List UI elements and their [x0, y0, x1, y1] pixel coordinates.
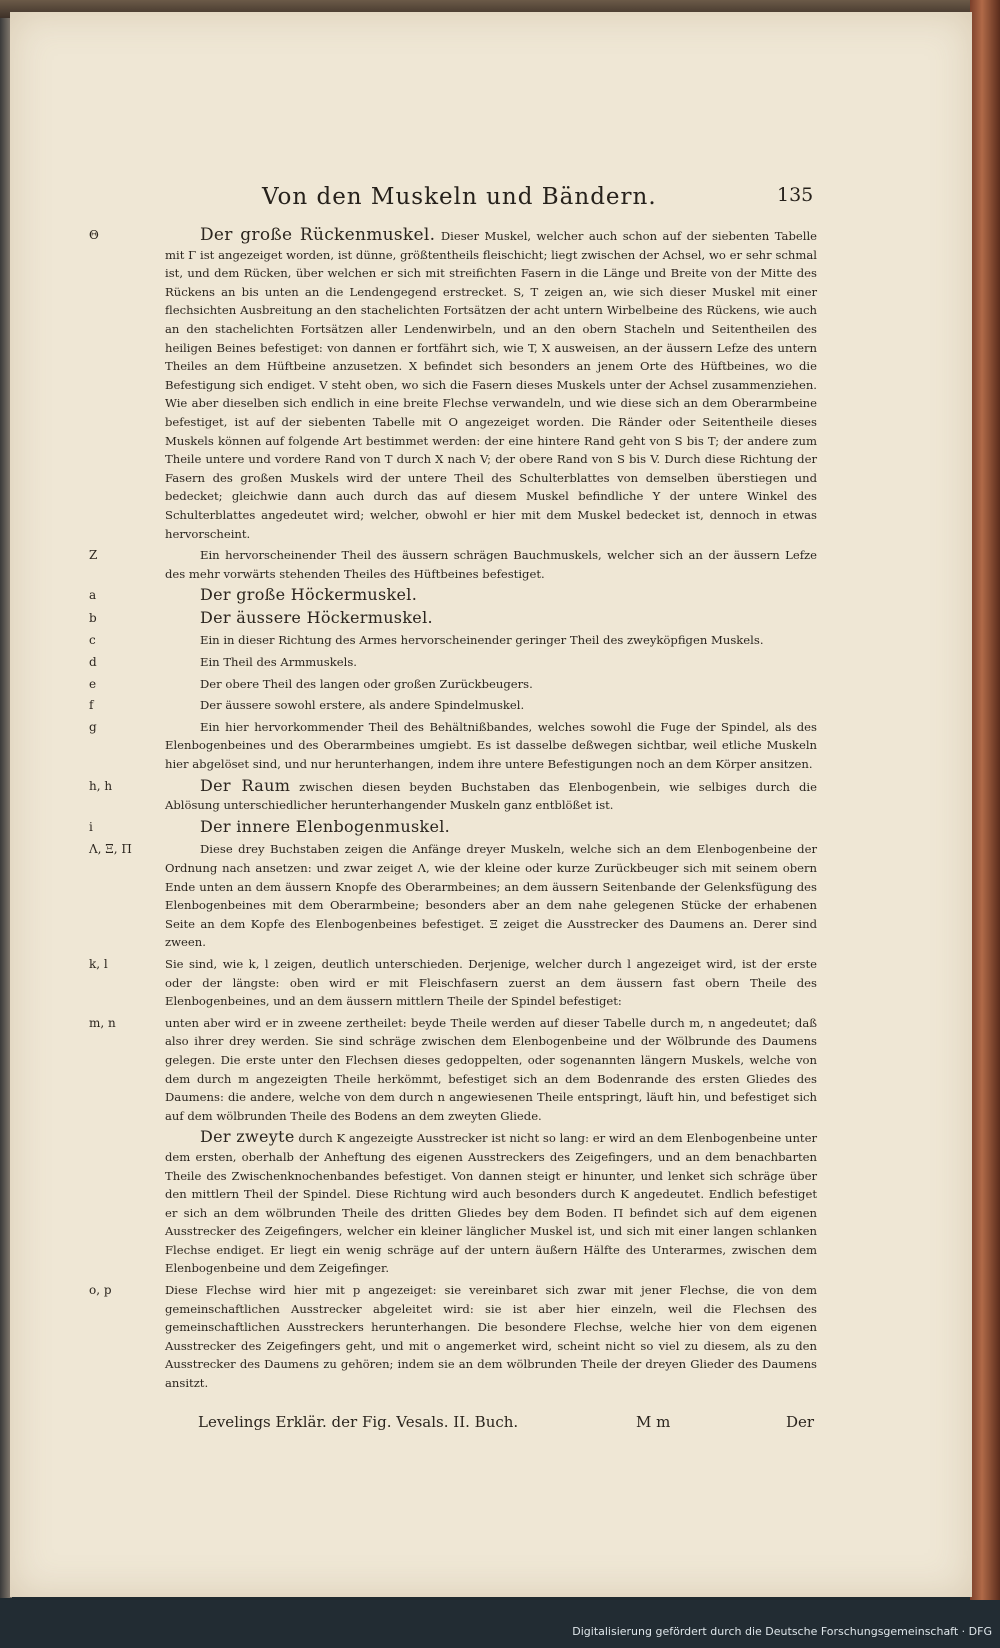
entry-a: [89, 585, 817, 606]
entry-heading: Der äussere Höckermuskel.: [200, 607, 433, 627]
entry-text: Sie sind, wie k, l zeigen, deutlich unterschieden. Derjenige, welcher durch l angezeiget wird, ist der erste oder der längste: oben wird er mit Fleischfasern zuerst an dem äussern fast obern Theile des Elenbogenbeines, und an dem äussern mittlern Theile der Spindel befestiget:: [165, 956, 817, 1009]
margin-letter: e: [89, 676, 97, 691]
entry-theta: [89, 225, 818, 543]
margin-letter: m, n: [89, 1015, 116, 1030]
margin-letter: k, l: [89, 956, 108, 971]
catchword: Der: [786, 1413, 815, 1431]
margin-letter: i: [89, 819, 93, 834]
margin-letter: Z: [89, 548, 98, 563]
entry-z: [89, 546, 817, 583]
page-footer: [198, 1413, 820, 1431]
page-number: 135: [777, 184, 814, 206]
entry-text: Ein in dieser Richtung des Armes hervorscheinender geringer Theil des zweyköpfigen Muskels.: [200, 633, 764, 648]
entry-text: Ein hier hervorkommender Theil des Behältnißbandes, welches sowohl die Fuge der Spindel, als des Elenbogenbeines und des Oberarmbeines umgiebt. Es ist dasselbe deßwegen sichtbar, weil etliche Muskeln hier abgelöset sind, und nur herunterhangen, indem ihre untere Befestigungen noch an dem Körper ansitzen.: [165, 719, 817, 772]
entry-m-n: [89, 1014, 817, 1126]
digitization-credit: Digitalisierung gefördert durch die Deutsche Forschungsgemeinschaft · DFG: [572, 1625, 992, 1638]
entry-e: [89, 675, 817, 694]
signature-mark: M m: [636, 1413, 671, 1431]
margin-letter: f: [89, 698, 94, 713]
entry-text: Der obere Theil des langen oder großen Zurückbeugers.: [200, 676, 533, 691]
entry-heading: Der Raum: [200, 775, 291, 795]
entry-h: [89, 775, 817, 815]
page-text: [89, 225, 818, 1396]
entry-text: Diese Flechse wird hier mit p angezeiget: sie vereinbaret sich zwar mit jener Flechse, die von dem gemeinschaftlichen Ausstrecker abgeleitet wird: sie ist aber hier einzeln, weil die Flechsen des gemeinschaftlichen Ausstreckers herunterhangen. Die besondere Flechse, welche hier von dem eigenen Ausstrecker des Zeigefingers geht, und mit o angemerket wird, scheint nicht so viel zu diesem, als zu den Ausstrecker des Daumens zu gehören; indem sie an dem wölbrunden Theile der dreyen Glieder des Daumens ansitzt.: [165, 1283, 817, 1391]
running-header: Von den Muskeln und Bändern.: [262, 184, 657, 210]
viewer-bottom-bar: [0, 1600, 1000, 1648]
entry-i: [89, 816, 817, 838]
margin-letter: g: [89, 719, 97, 734]
entry-text: durch K angezeigte Ausstrecker ist nicht so lang: er wird an dem Elenbogenbeine unter dem ersten, oberhalb der Anheftung des eigenen Ausstreckers des Zeigefingers, und an dem benachbarten Theile des Zwischenknochenbandes befestiget. Von dannen steigt er hinunter, und lenket sich schräge über den mittlern Theil der Spindel. Diese Richtung wird auch besonders durch K angedeutet. Endlich befestiget er sich an dem wölbrunden Theile des dritten Gliedes bey dem Boden. Π befindet sich auf dem eigenen Ausstrecker des Zeigefingers, welcher ein kleiner länglicher Muskel ist, und sich mit einer langen schlanken Flechse endiget. Er liegt ein wenig schräge auf der untern äußern Hälfte des Unterarmes, zwischen dem Elenbogenbeine und dem Zeigefinger.: [165, 1131, 817, 1276]
footer-title: Levelings Erklär. der Fig. Vesals. II. Buch.: [198, 1413, 519, 1431]
entry-text: Ein hervorscheinender Theil des äussern schrägen Bauchmuskels, welcher sich an der äussern Lefze des mehr vorwärts stehenden Theiles des Hüftbeines befestiget.: [165, 548, 817, 581]
entry-d: [89, 653, 817, 672]
margin-letter: o, p: [89, 1283, 112, 1298]
entry-b: [89, 607, 817, 629]
margin-letter: c: [89, 633, 96, 648]
entry-heading: Der große Höckermuskel.: [200, 585, 418, 605]
margin-letter: b: [89, 610, 97, 625]
entry-f: [89, 696, 817, 715]
entry-text: Der äussere sowohl erstere, als andere Spindelmuskel.: [200, 698, 525, 713]
entry-text: Dieser Muskel, welcher auch schon auf der siebenten Tabelle mit Γ ist angezeiget worden, ist dünne, größtentheils fleischicht; liegt zwischen der Achsel, wo er sehr schmal ist, und dem Rücken, über welchen er sich mit streifichten Fasern in die Länge und Breite von der Mitte des Rückens an bis unten an die Lendengegend erstrecket. S, T zeigen an, wie sich dieser Muskel mit einer flechsichten Ausbreitung an den stachelichten Fortsätzen der acht untern Wirbelbeine des Rückens, wie auch an den stachelichten Fortsätzen aller Lendenwirbeln, und an den obern Stacheln und Seitentheilen des heiligen Beines befestiget: von dannen er fortfährt sich, wie T, X ausweisen, an der äussern Lefze des untern Theiles an dem Hüftbeine anzusetzen. X befindet sich besonders an jenem Orte des Hüftbeines, wo die Befestigung sich endiget. V steht oben, wo sich die Fasern dieses Muskels unter der Achsel zusammenziehen. Wie aber dieselben sich endlich in eine breite Flechse verwandeln, und wie diese sich an dem Oberarmbeine befestiget, ist auf der siebenten Tabelle mit O angezeiget worden. Die Ränder oder Seitentheile dieses Muskels können auf folgende Art bestimmet werden: der eine hintere Rand geht von S bis T; der andere zum Theile untere und vordere Rand von T durch X nach V; der obere Rand von S bis V. Durch diese Richtung der Fasern des großen Muskels wird der untere Theil des Schulterblattes von demselben überstiegen und bedecket; gleichwie dann auch durch das auf diesem Muskel befindliche Y der untere Winkel des Schulterblattes angedeutet wird; welcher, obwohl er hier mit dem Muskel bedecket ist, dennoch in etwas hervorscheint.: [165, 229, 818, 541]
book-binding-edge: [970, 0, 1000, 1600]
margin-letter: a: [89, 588, 97, 603]
entry-g: [89, 718, 817, 774]
entry-text: Ein Theil des Armmuskels.: [200, 655, 357, 670]
margin-letter: Θ: [89, 228, 99, 242]
margin-letter: Λ, Ξ, Π: [89, 842, 132, 857]
entry-c: [89, 631, 817, 650]
entry-k-l: [89, 955, 817, 1011]
entry-lambda-xi-pi: [89, 840, 817, 952]
entry-second-extensor: [165, 1128, 817, 1278]
entry-heading: Der innere Elenbogenmuskel.: [200, 816, 451, 836]
margin-letter: h, h: [89, 778, 113, 793]
margin-letter: d: [89, 655, 97, 670]
entry-text: unten aber wird er in zweene zertheilet: beyde Theile werden auf dieser Tabelle durch m, n angedeutet; daß also ihrer drey werden. Sie sind schräge zwischen dem Elenbogenbeine und der Wölbrunde des Daumens gelegen. Die erste unter den Flechsen dieses gedoppelten, oder sogenannten längern Muskels, welche von dem durch m angezeigten Theile herkömmt, befestiget sich an dem Bodenrande des ersten Gliedes des Daumens: die andere, welche von dem durch n angewiesenen Theile entspringt, läuft hin, und befestiget sich auf dem wölbrunden Theile des Bodens an dem zweyten Gliede.: [165, 1015, 817, 1123]
entry-text: Diese drey Buchstaben zeigen die Anfänge dreyer Muskeln, welche sich an dem Elenbogenbeine der Ordnung nach ansetzen: und zwar zeiget Λ, wie der kleine oder kurze Zurückbeuger sich mit seinem obern Ende unten an dem äussern Knopfe des Oberarmbeines; an dem äussern Seitenbande der Gelenksfügung des Elenbogenbeines mit dem Oberarmbeine; besonders aber an dem nahe gelegenen Stücke der erhabenen Seite an dem Kopfe des Elenbogenbeines befestiget. Ξ zeiget die Ausstrecker des Daumens an. Derer sind zween.: [165, 842, 817, 950]
entry-heading: Der zweyte: [200, 1127, 295, 1147]
entry-o-p: [89, 1281, 817, 1393]
entry-heading: Der große Rückenmuskel.: [200, 225, 436, 245]
entry-text: zwischen diesen beyden Buchstaben das Elenbogenbein, wie selbiges durch die Ablösung unterschiedlicher herunterhangender Muskeln ganz entblößet ist.: [165, 779, 817, 813]
